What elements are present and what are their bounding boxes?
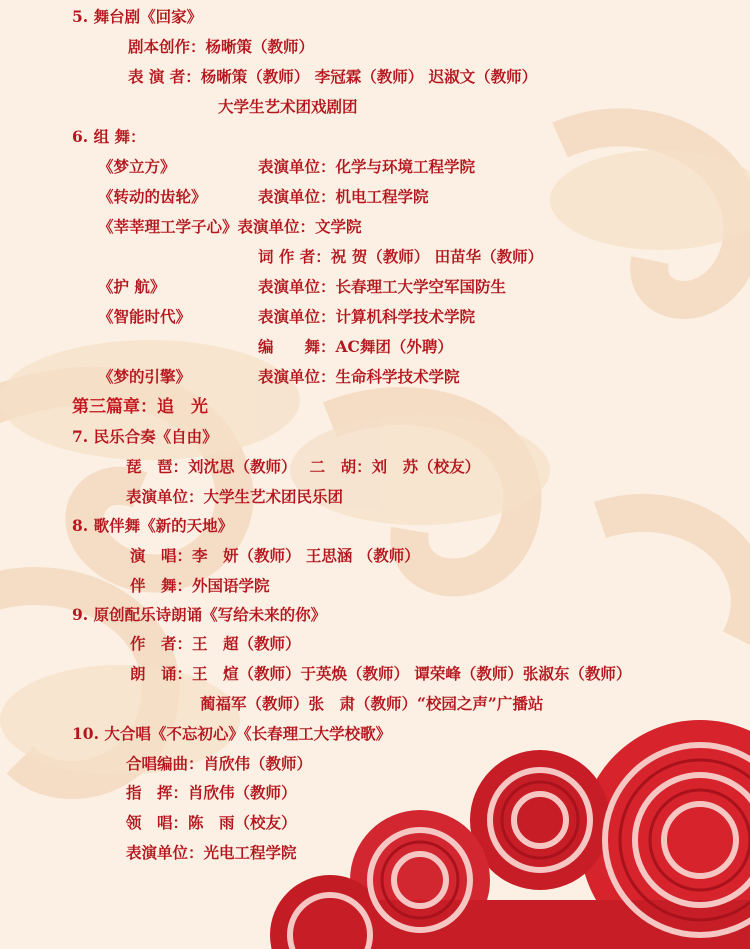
item-10-title: 10. 大合唱《不忘初心》《长春理工大学校歌》 xyxy=(72,724,392,743)
item-5-performers: 表 演 者：杨晰策（教师） 李冠霖（教师） 迟淑文（教师） xyxy=(128,67,538,86)
dance-1-unit: 表演单位：化学与环境工程学院 xyxy=(258,157,476,176)
item-7-performers: 琵 琶：刘沈思（教师） 二 胡：刘 苏（校友） xyxy=(126,457,481,476)
item-8-dancers: 伴 舞：外国语学院 xyxy=(130,576,270,595)
dance-3-lyricist: 词 作 者：祝 贺（教师） 田苗华（教师） xyxy=(258,247,544,266)
dance-6-unit: 表演单位：生命科学技术学院 xyxy=(258,367,460,386)
dance-5-choreography: 编 舞：AC舞团（外聘） xyxy=(258,337,453,356)
item-8-title: 8. 歌伴舞《新的天地》 xyxy=(72,516,234,535)
item-10-arranger: 合唱编曲：肖欣伟（教师） xyxy=(126,754,313,773)
dance-1-title: 《梦立方》 xyxy=(98,157,176,176)
item-9-author: 作 者：王 超（教师） xyxy=(130,634,301,653)
dance-2-unit: 表演单位：机电工程学院 xyxy=(258,187,429,206)
item-10-conductor: 指 挥：肖欣伟（教师） xyxy=(126,783,297,802)
item-8-singers: 演 唱：李 妍（教师） 王思涵 （教师） xyxy=(130,546,420,565)
dance-3-title-unit: 《莘莘理工学子心》表演单位：文学院 xyxy=(98,217,362,236)
item-5-scriptwriter: 剧本创作：杨晰策（教师） xyxy=(128,37,315,56)
item-10-unit: 表演单位：光电工程学院 xyxy=(126,843,297,862)
dance-4-unit: 表演单位：长春理工大学空军国防生 xyxy=(258,277,507,296)
item-9-reciters-cont: 蔺福军（教师）张 肃（教师）“校园之声”广播站 xyxy=(200,694,544,713)
dance-5-unit: 表演单位：计算机科学技术学院 xyxy=(258,307,476,326)
item-5-troupe: 大学生艺术团戏剧团 xyxy=(218,97,358,116)
dance-2-title: 《转动的齿轮》 xyxy=(98,187,207,206)
item-7-unit: 表演单位：大学生艺术团民乐团 xyxy=(126,487,344,506)
item-9-title: 9. 原创配乐诗朗诵《写给未来的你》 xyxy=(72,605,327,624)
item-10-lead-singer: 领 唱：陈 雨（校友） xyxy=(126,813,297,832)
item-5-title: 5. 舞台剧《回家》 xyxy=(72,7,203,26)
dance-4-title: 《护 航》 xyxy=(98,277,166,296)
item-9-reciters: 朗 诵：王 煊（教师）于英焕（教师） 谭荣峰（教师）张淑东（教师） xyxy=(130,664,632,683)
dance-6-title: 《梦的引擎》 xyxy=(98,367,192,386)
item-6-title: 6. 组 舞： xyxy=(72,127,146,146)
item-7-title: 7. 民乐合奏《自由》 xyxy=(72,427,218,446)
chapter-3-heading: 第三篇章：追 光 xyxy=(72,397,208,417)
dance-5-title: 《智能时代》 xyxy=(98,307,192,326)
